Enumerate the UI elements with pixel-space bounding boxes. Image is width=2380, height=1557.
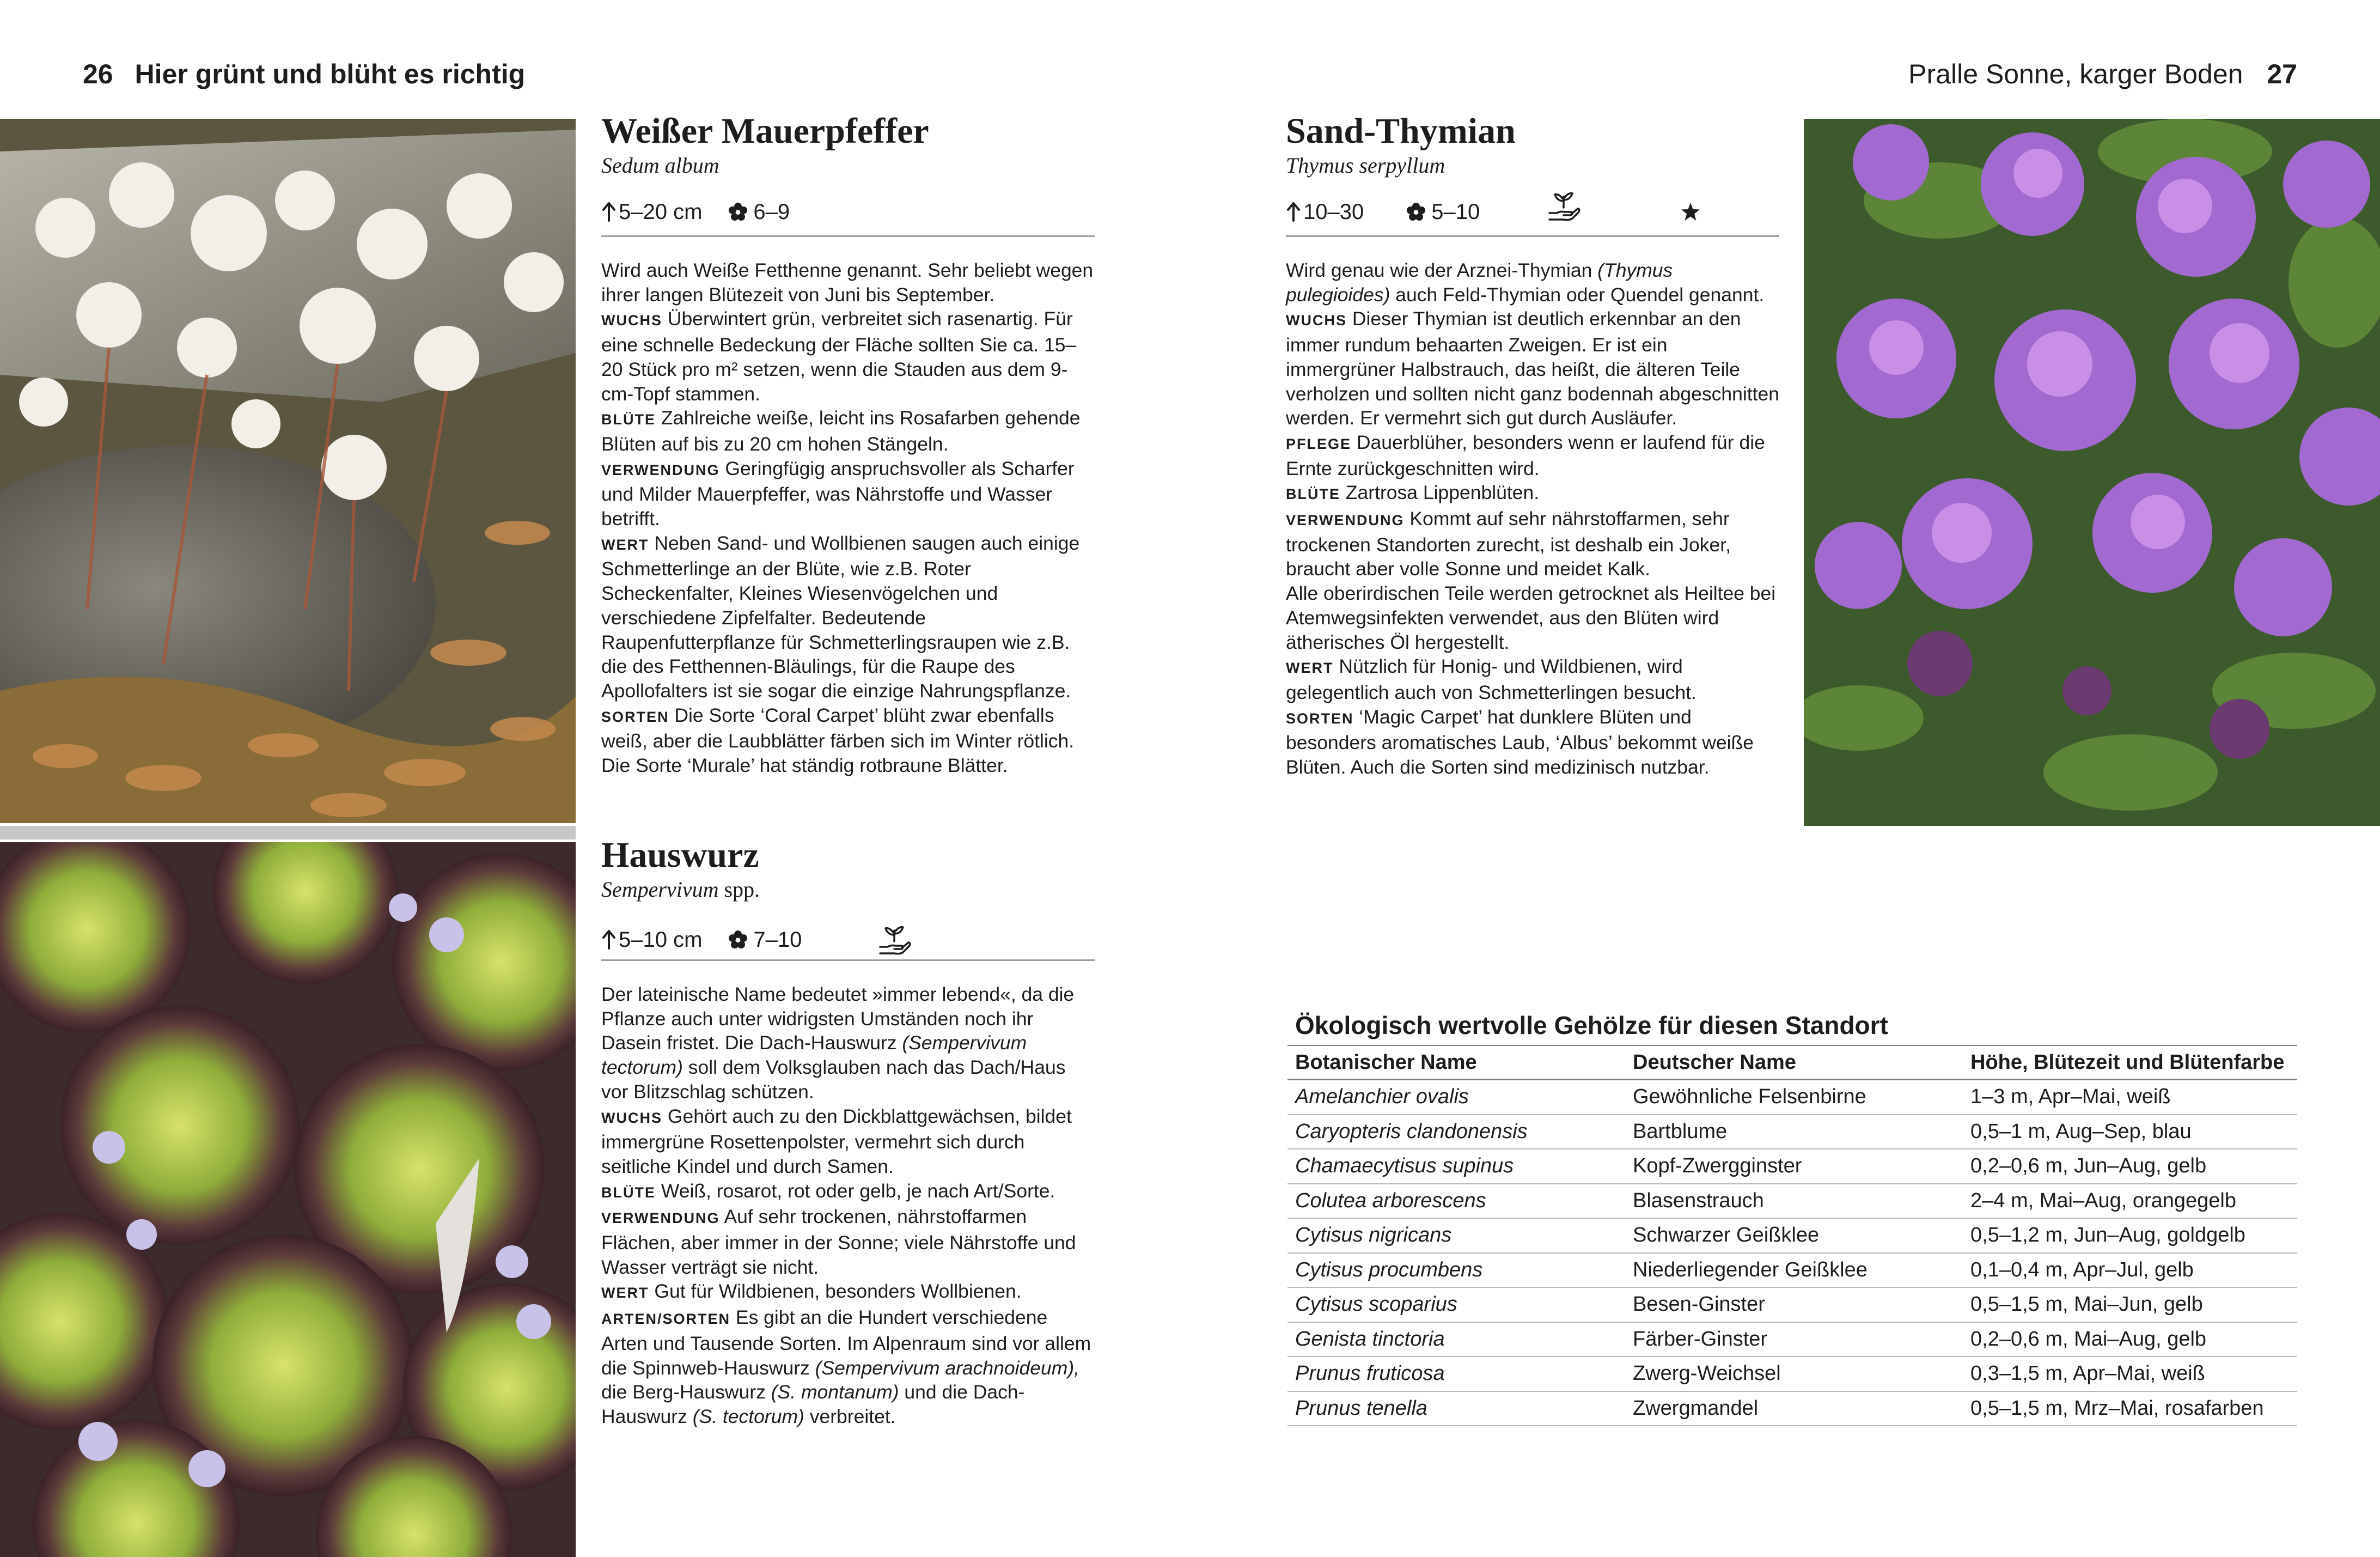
hand-plant-icon [878,923,912,957]
right-page-header [1908,58,2297,90]
left-page-header [83,58,525,90]
details-cell: 0,5–1,5 m, Mrz–Mai, rosafarben [1970,1396,2264,1420]
column-header: Botanischer Name [1295,1050,1477,1074]
section-wert: WERT Gut für Wildbienen, besonders Wollbienen. [601,1280,1022,1303]
section-sorten: SORTEN ‘Magic Carpet’ hat dunklere Blüten und besonders aromatisches Laub, ‘Albus’ bekommt weiße Blüten. Auch die Sorten sind medizinisch nutzbar. [1286,705,1754,778]
section-verwendung: VERWENDUNG Geringfügig anspruchsvoller als Scharfer und Milder Mauerpfeffer, was Nährstoffe und Wasser betrifft. [601,457,1075,530]
left-page-title: Hier grünt und blüht es richtig [135,59,526,89]
latin-suffix: spp. [724,877,760,902]
section-verwendung: VERWENDUNG Auf sehr trockenen, nährstoffarmen Flächen, aber immer in der Sonne; viele Nährstoffe und Wasser verträgt sie nicht. [601,1206,1076,1278]
table-header-row [1287,1046,2297,1080]
german-name-cell: Zwerg-Weichsel [1633,1362,1781,1385]
table-row [1287,1323,2297,1358]
woody-plants-table [1287,1010,2297,1426]
column-header: Deutscher Name [1633,1050,1796,1074]
details-cell: 0,2–0,6 m, Jun–Aug, gelb [1970,1154,2207,1178]
photo-sempervivum [0,842,576,1557]
botanical-name-cell: Chamaecytisus supinus [1295,1154,1514,1178]
botanical-name-cell: Amelanchier ovalis [1295,1085,1469,1109]
arrow-up-icon [601,930,617,950]
plant-title-mauerpfeffer: Weißer Mauerpfeffer [601,111,929,151]
plant-latin-thymian: Thymus serpyllum [1286,153,1445,178]
section-verwendung: VERWENDUNG Kommt auf sehr nährstoffarmen, sehr trockenen Standorten zurecht, ist deshalb ein Joker, braucht aber volle Sonne und meidet Kalk. [1286,508,1731,580]
flower-icon [1406,202,1426,222]
german-name-cell: Kopf-Zwergginster [1633,1154,1802,1178]
table-row [1287,1115,2297,1150]
german-name-cell: Besen-Ginster [1633,1293,1765,1316]
right-page-title: Pralle Sonne, karger Boden [1908,59,2243,89]
height-value: 10–30 [1303,200,1364,224]
table-row [1287,1288,2297,1323]
flower-icon [728,202,748,222]
botanical-name-cell: Caryopteris clandonensis [1295,1120,1528,1143]
plant-facts-hauswurz [601,923,912,957]
photo-divider-band [0,826,576,840]
botanical-name-cell: Colutea arborescens [1295,1189,1486,1212]
german-name-cell: Niederliegender Geißklee [1633,1258,1868,1281]
botanical-name-cell: Cytisus scoparius [1295,1293,1457,1316]
section-bluete: BLÜTE Weiß, rosarot, rot oder gelb, je nach Art/Sorte. [601,1179,1055,1202]
plant-text-mauerpfeffer [601,258,1095,778]
table-row [1287,1392,2297,1427]
section-wuchs: WUCHS Gehört auch zu den Dickblattgewächsen, bildet immergrüne Rosettenpolster, vermehrt sich durch seitliche Kindel und durch Samen. [601,1105,1072,1177]
german-name-cell: Bartblume [1633,1120,1728,1143]
hand-plant-icon [1547,189,1581,223]
table-row [1287,1184,2297,1219]
section-pflege: PFLEGE Dauerblüher, besonders wenn er laufend für die Ernte zurückgeschnitten wird. [1286,431,1765,479]
intro-text: Wird auch Weiße Fetthenne genannt. Sehr beliebt wegen ihrer langen Blütezeit von Juni bis September. [601,259,1094,306]
plant-facts-mauerpfeffer [601,199,790,225]
german-name-cell: Blasenstrauch [1633,1189,1764,1212]
botanical-name-cell: Genista tinctoria [1295,1327,1445,1351]
details-cell: 0,5–1,5 m, Mai–Jun, gelb [1970,1293,2203,1316]
bloom-months-value: 7–10 [753,928,802,952]
botanical-name-cell: Prunus fruticosa [1295,1362,1445,1385]
section-wuchs: WUCHS Überwintert grün, verbreitet sich rasenartig. Für eine schnelle Bedeckung der Fläche sollten Sie ca. 15–20 Stück pro m² setzen, wenn die Stauden aus dem 9-cm-Topf stammen. [601,308,1077,405]
height-value: 5–20 cm [619,200,703,224]
plant-facts-thymian [1286,199,1779,225]
section-wert: WERT Neben Sand- und Wollbienen saugen auch einige Schmetterlinge an der Blüte, wie z.B. Roter Scheckenfalter, Kleines Wiesenvögelchen und verschiedene Zipfelfalter. Bedeutende Raupenfutterpflanze für Schmetterlingsraupen wie z.B. die des Fetthennen-Bläulings, für die Raupe des Apollofalters ist sie sogar die einzige Nahrungspflanze. [601,532,1080,702]
column-header: Höhe, Blütezeit und Blütenfarbe [1970,1050,2285,1074]
german-name-cell: Zwergmandel [1633,1396,1759,1420]
plant-text-hauswurz [601,982,1095,1429]
botanical-name-cell: Cytisus nigricans [1295,1224,1452,1247]
plant-title-thymian: Sand-Thymian [1286,111,1516,151]
section-wert: WERT Nützlich für Honig- und Wildbienen, wird gelegentlich auch von Schmetterlingen besucht. [1286,655,1696,703]
plant-title-hauswurz: Hauswurz [601,835,759,875]
table-row [1287,1254,2297,1288]
facts-rule-thymian [1286,235,1779,237]
section-sorten: SORTEN Die Sorte ‘Coral Carpet’ blüht zwar ebenfalls weiß, aber die Laubblätter färben sich im Winter rötlich. Die Sorte ‘Murale’ hat ständig rotbraune Blätter. [601,704,1075,777]
intro-text: Der lateinische Name bedeutet »immer lebend«, da die Pflanze auch unter widrigsten Umständen noch ihr Dasein fristet. Die Dach-Hauswurz (Sempervivum tectorum) soll dem Volksglauben nach das Dach/Haus vor Blitzschlag schützen. [601,983,1075,1103]
photo-sedum-album [0,119,576,823]
details-cell: 0,5–1 m, Aug–Sep, blau [1970,1120,2192,1143]
photo-thymus-serpyllum [1804,119,2380,826]
table-top-rule [1287,1045,2297,1046]
details-cell: 0,3–1,5 m, Apr–Mai, weiß [1970,1362,2205,1385]
right-page-number: 27 [2267,59,2297,89]
table-title: Ökologisch wertvolle Gehölze für diesen Standort [1295,1011,1888,1039]
latin-genus: Sempervivum [601,877,719,902]
bloom-months-value: 5–10 [1431,200,1480,224]
plant-latin-mauerpfeffer: Sedum album [601,153,719,178]
height-value: 5–10 cm [619,928,703,952]
table-row [1287,1149,2297,1184]
plant-text-thymian [1286,258,1779,780]
details-cell: 0,2–0,6 m, Mai–Aug, gelb [1970,1327,2207,1351]
facts-rule-mauerpfeffer [601,235,1095,237]
botanical-name-cell: Prunus tenella [1295,1396,1427,1420]
plant-latin-hauswurz [601,877,760,903]
section-bluete: BLÜTE Zartrosa Lippenblüten. [1286,482,1540,504]
table-row [1287,1080,2297,1115]
arrow-up-icon [601,202,617,222]
intro-text: Wird genau wie der Arznei-Thymian (Thymus pulegioides) auch Feld-Thymian oder Quendel genannt. [1286,259,1765,306]
botanical-name-cell: Cytisus procumbens [1295,1258,1483,1281]
extra-text: Alle oberirdischen Teile werden getrocknet als Heiltee bei Atemwegsinfekten verwendet, aus den Blüten wird ätherisches Öl hergestellt. [1286,582,1776,653]
table-row [1287,1219,2297,1254]
german-name-cell: Gewöhnliche Felsenbirne [1633,1085,1866,1109]
table-body [1287,1080,2297,1426]
german-name-cell: Färber-Ginster [1633,1327,1768,1351]
bloom-months-value: 6–9 [753,200,790,224]
section-arten-sorten: ARTEN/SORTEN Es gibt an die Hundert verschiedene Arten und Tausende Sorten. Im Alpenraum sind vor allem die Spinnweb-Hauswurz (Sempervivum arachnoideum), die Berg-Hauswurz (S. montanum) und die Dach-Hauswurz (S. tectorum) verbreitet. [601,1306,1091,1427]
left-page-number: 26 [83,59,113,89]
details-cell: 2–4 m, Mai–Aug, orangegelb [1970,1189,2236,1212]
german-name-cell: Schwarzer Geißklee [1633,1224,1820,1247]
details-cell: 0,1–0,4 m, Apr–Jul, gelb [1970,1258,2194,1281]
flower-icon [728,930,748,950]
star-icon [1680,202,1701,222]
section-wuchs: WUCHS Dieser Thymian ist deutlich erkennbar an den immer rundum behaarten Zweigen. Er ist ein immergrüner Halbstrauch, das heißt, die älteren Teile verholzen und sollten nicht ganz bodennah abgeschnitten werden. Er vermehrt sich gut durch Ausläufer. [1286,308,1779,429]
section-bluete: BLÜTE Zahlreiche weiße, leicht ins Rosafarben gehende Blüten auf bis zu 20 cm hohen Stängeln. [601,407,1081,455]
details-cell: 0,5–1,2 m, Jun–Aug, goldgelb [1970,1224,2245,1247]
facts-rule-hauswurz [601,959,1095,961]
table-row [1287,1357,2297,1392]
arrow-up-icon [1286,202,1301,222]
details-cell: 1–3 m, Apr–Mai, weiß [1970,1085,2171,1109]
